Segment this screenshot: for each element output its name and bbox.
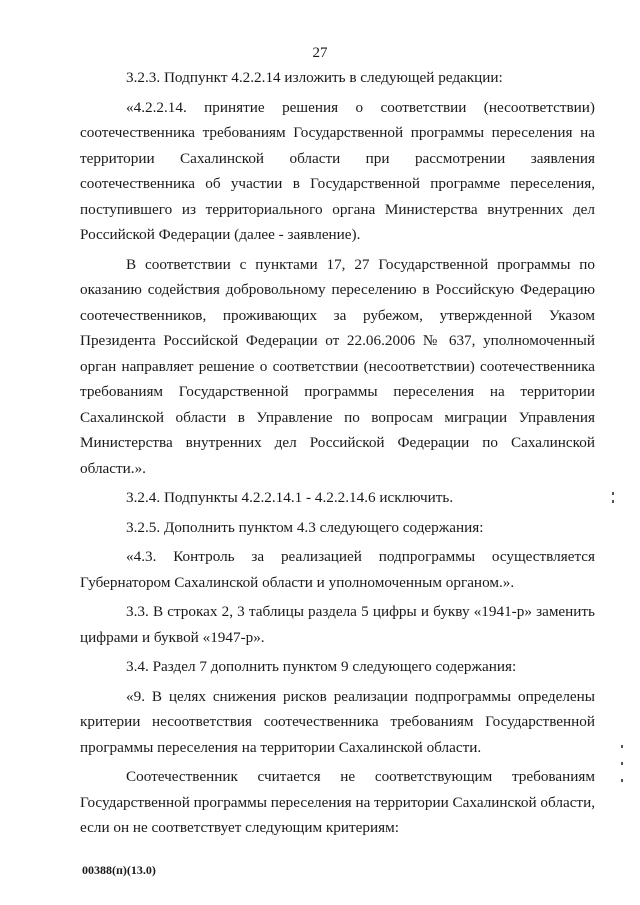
document-body <box>80 65 595 845</box>
paragraph-3-2-5: 3.2.5. Дополнить пунктом 4.3 следующего содержания: <box>126 518 484 536</box>
scan-mark <box>621 745 623 748</box>
paragraph-3-2-3: 3.2.3. Подпункт 4.2.2.14 изложить в следующей редакции: <box>126 69 503 86</box>
page-number: 27 <box>312 45 328 61</box>
scan-mark <box>621 779 623 782</box>
paragraph-9: «9. В целях снижения рисков реализации подпрограммы определены критерии несоответствия соотечественника требованиям Государственной программы переселения на территории Сахалинской области. <box>80 687 595 756</box>
paragraph-3-2-4: 3.2.4. Подпункты 4.2.2.14.1 - 4.2.2.14.6 исключить. <box>126 489 454 506</box>
scan-mark <box>612 492 614 495</box>
paragraph-4-2-2-14: «4.2.2.14. принятие решения о соответствии (несоответствии) соотечественника требованиям Государственной программы переселения на территории Сахалинской области при рассмотрении заявления соотечественника об участии в Государственной программе переселения, поступившего из территориального органа Министерства внутренних дел Российской Федерации (далее - заявление). <box>80 98 595 243</box>
paragraph-criteria-intro: Соотечественник считается не соответствующим требованиям Государственной программы переселения на территории Сахалинской области, если он не соответствует следующим критериям: <box>80 768 595 836</box>
scan-mark <box>612 500 614 503</box>
paragraph-3-4: 3.4. Раздел 7 дополнить пунктом 9 следующего содержания: <box>126 658 517 675</box>
scan-mark <box>621 762 623 765</box>
paragraph-3-3: 3.3. В строках 2, 3 таблицы раздела 5 цифры и букву «1941-р» заменить цифрами и буквой «1947-р». <box>80 603 595 646</box>
paragraph-4-3: «4.3. Контроль за реализацией подпрограммы осуществляется Губернатором Сахалинской области и уполномоченным органом.». <box>80 548 595 591</box>
paragraph-program-reference: В соответствии с пунктами 17, 27 Государственной программы по оказанию содействия добровольному переселению в Российскую Федерацию соотечественников, проживающих за рубежом, утвержденной Указом Президента Российской Федерации от 22.06.2006 № 637, уполномоченный орган направляет решение о соответствии (несоответствии) соотечественника требованиям Государственной программы переселения на территории Сахалинской области в Управление по вопросам миграции Управления Министерства внутренних дел Российской Федерации по Сахалинской области.». <box>80 255 595 477</box>
document-footer-code: 00388(п)(13.0) <box>82 863 156 877</box>
